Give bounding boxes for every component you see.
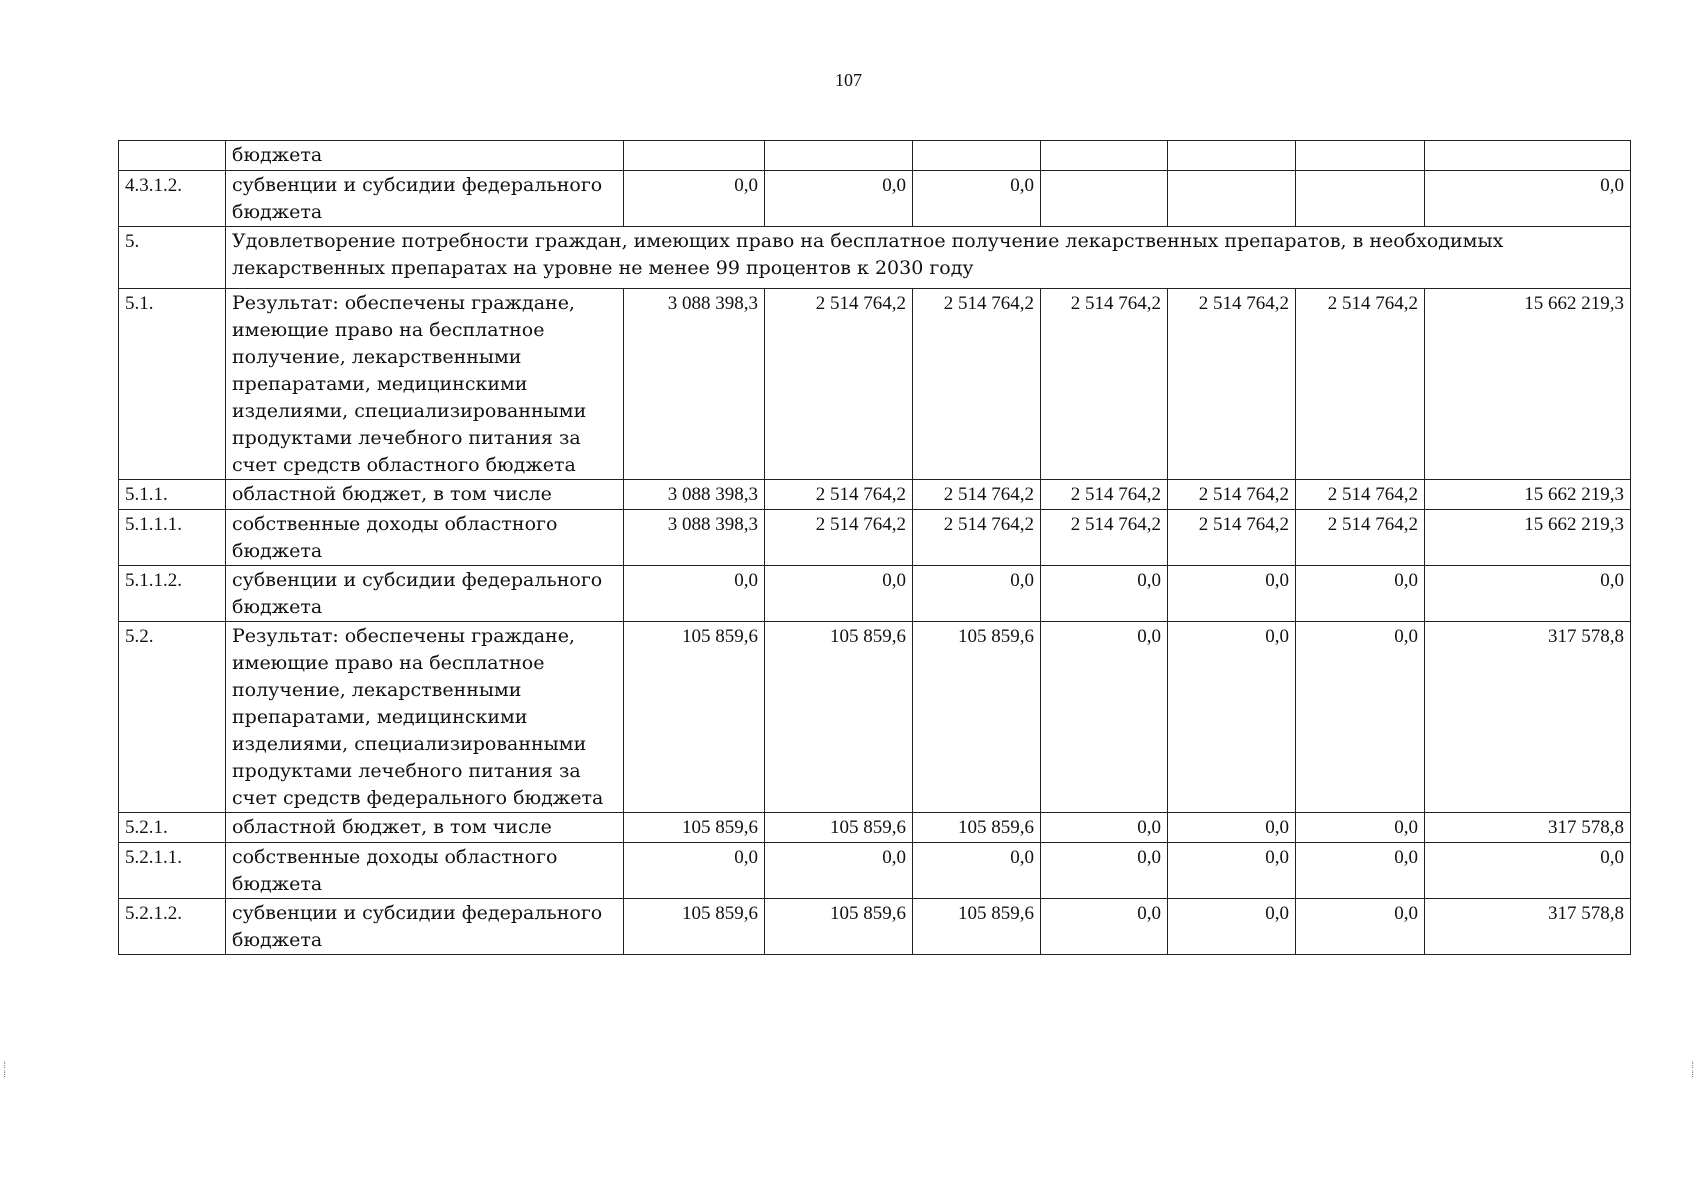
row-year-value: 3 088 398,3	[624, 480, 765, 510]
table-row	[119, 566, 1631, 622]
row-description: бюджета	[226, 141, 624, 171]
row-year-value: 0,0	[1041, 622, 1168, 813]
row-total-value: 15 662 219,3	[1425, 480, 1631, 510]
row-code: 5.2.1.	[119, 813, 226, 843]
row-year-value: 105 859,6	[913, 813, 1041, 843]
row-year-value: 105 859,6	[765, 813, 913, 843]
row-description: Результат: обеспечены граждане, имеющие право на бесплатное получение, лекарственными препаратами, медицинскими изделиями, специализированными продуктами лечебного питания за счет средств федерального бюджета	[226, 622, 624, 813]
row-year-value	[765, 141, 913, 171]
row-year-value: 0,0	[1296, 843, 1425, 899]
row-year-value: 2 514 764,2	[1041, 510, 1168, 566]
row-year-value: 2 514 764,2	[765, 480, 913, 510]
row-year-value	[1041, 171, 1168, 227]
row-year-value	[1168, 171, 1296, 227]
row-code: 5.2.	[119, 622, 226, 813]
row-total-value: 0,0	[1425, 843, 1631, 899]
row-year-value: 0,0	[1168, 843, 1296, 899]
row-year-value: 2 514 764,2	[1168, 510, 1296, 566]
row-year-value: 0,0	[1296, 899, 1425, 955]
row-year-value: 0,0	[765, 843, 913, 899]
row-description: субвенции и субсидии федерального бюджета	[226, 171, 624, 227]
row-year-value: 0,0	[913, 566, 1041, 622]
row-year-value: 3 088 398,3	[624, 510, 765, 566]
row-year-value: 3 088 398,3	[624, 289, 765, 480]
row-year-value: 0,0	[1296, 813, 1425, 843]
row-year-value: 0,0	[765, 566, 913, 622]
row-year-value	[1041, 141, 1168, 171]
budget-table	[118, 140, 1631, 955]
row-total-value: 15 662 219,3	[1425, 289, 1631, 480]
page-number: 107	[835, 70, 862, 90]
row-year-value: 2 514 764,2	[1296, 510, 1425, 566]
scan-edge-mark-left: ⁞ ⁞	[2, 1061, 8, 1080]
row-description: областной бюджет, в том числе	[226, 480, 624, 510]
row-year-value: 2 514 764,2	[1041, 289, 1168, 480]
table-row	[119, 813, 1631, 843]
row-year-value: 0,0	[1168, 622, 1296, 813]
row-description: Результат: обеспечены граждане, имеющие право на бесплатное получение, лекарственными препаратами, медицинскими изделиями, специализированными продуктами лечебного питания за счет средств областного бюджета	[226, 289, 624, 480]
row-year-value: 2 514 764,2	[1168, 480, 1296, 510]
row-year-value: 0,0	[765, 171, 913, 227]
row-total-value: 15 662 219,3	[1425, 510, 1631, 566]
row-code	[119, 141, 226, 171]
row-total-value: 317 578,8	[1425, 899, 1631, 955]
row-total-value: 317 578,8	[1425, 622, 1631, 813]
row-year-value: 2 514 764,2	[1168, 289, 1296, 480]
row-year-value: 0,0	[624, 171, 765, 227]
table-row	[119, 480, 1631, 510]
row-year-value: 2 514 764,2	[1041, 480, 1168, 510]
row-year-value: 105 859,6	[913, 899, 1041, 955]
table-row	[119, 171, 1631, 227]
row-year-value: 105 859,6	[765, 899, 913, 955]
row-code: 5.	[119, 227, 226, 289]
row-description: субвенции и субсидии федерального бюджета	[226, 899, 624, 955]
row-year-value: 2 514 764,2	[1296, 480, 1425, 510]
row-code: 5.2.1.2.	[119, 899, 226, 955]
row-year-value: 0,0	[1041, 899, 1168, 955]
row-total-value	[1425, 141, 1631, 171]
row-description: областной бюджет, в том числе	[226, 813, 624, 843]
table-row	[119, 843, 1631, 899]
row-year-value	[1296, 171, 1425, 227]
row-year-value: 0,0	[913, 171, 1041, 227]
row-description: собственные доходы областного бюджета	[226, 510, 624, 566]
row-year-value: 105 859,6	[765, 622, 913, 813]
table-row	[119, 227, 1631, 289]
row-year-value: 2 514 764,2	[913, 510, 1041, 566]
row-year-value	[913, 141, 1041, 171]
scan-edge-mark-right: ⁞ ⁞	[1690, 1061, 1696, 1080]
table-row	[119, 899, 1631, 955]
row-year-value: 0,0	[624, 843, 765, 899]
row-year-value: 0,0	[624, 566, 765, 622]
row-year-value: 0,0	[1041, 843, 1168, 899]
row-year-value: 0,0	[1296, 622, 1425, 813]
row-year-value: 105 859,6	[624, 813, 765, 843]
row-year-value: 0,0	[913, 843, 1041, 899]
table-row	[119, 622, 1631, 813]
row-year-value: 0,0	[1168, 899, 1296, 955]
row-year-value: 0,0	[1168, 813, 1296, 843]
row-code: 5.1.	[119, 289, 226, 480]
row-total-value: 317 578,8	[1425, 813, 1631, 843]
row-year-value: 105 859,6	[624, 899, 765, 955]
row-year-value: 2 514 764,2	[765, 289, 913, 480]
section-heading: Удовлетворение потребности граждан, имеющих право на бесплатное получение лекарственных препаратов, в необходимых лекарственных препаратах на уровне не менее 99 процентов к 2030 году	[226, 227, 1631, 289]
row-code: 5.1.1.2.	[119, 566, 226, 622]
row-code: 4.3.1.2.	[119, 171, 226, 227]
row-year-value: 105 859,6	[624, 622, 765, 813]
row-total-value: 0,0	[1425, 171, 1631, 227]
row-description: собственные доходы областного бюджета	[226, 843, 624, 899]
row-description: субвенции и субсидии федерального бюджета	[226, 566, 624, 622]
row-year-value: 2 514 764,2	[1296, 289, 1425, 480]
table-row	[119, 141, 1631, 171]
row-year-value	[1296, 141, 1425, 171]
row-code: 5.1.1.	[119, 480, 226, 510]
row-code: 5.1.1.1.	[119, 510, 226, 566]
row-year-value: 0,0	[1168, 566, 1296, 622]
row-year-value: 2 514 764,2	[913, 289, 1041, 480]
row-year-value: 2 514 764,2	[913, 480, 1041, 510]
row-code: 5.2.1.1.	[119, 843, 226, 899]
row-year-value	[1168, 141, 1296, 171]
table-row	[119, 510, 1631, 566]
row-total-value: 0,0	[1425, 566, 1631, 622]
row-year-value	[624, 141, 765, 171]
row-year-value: 0,0	[1296, 566, 1425, 622]
row-year-value: 2 514 764,2	[765, 510, 913, 566]
row-year-value: 105 859,6	[913, 622, 1041, 813]
row-year-value: 0,0	[1041, 813, 1168, 843]
table-row	[119, 289, 1631, 480]
row-year-value: 0,0	[1041, 566, 1168, 622]
